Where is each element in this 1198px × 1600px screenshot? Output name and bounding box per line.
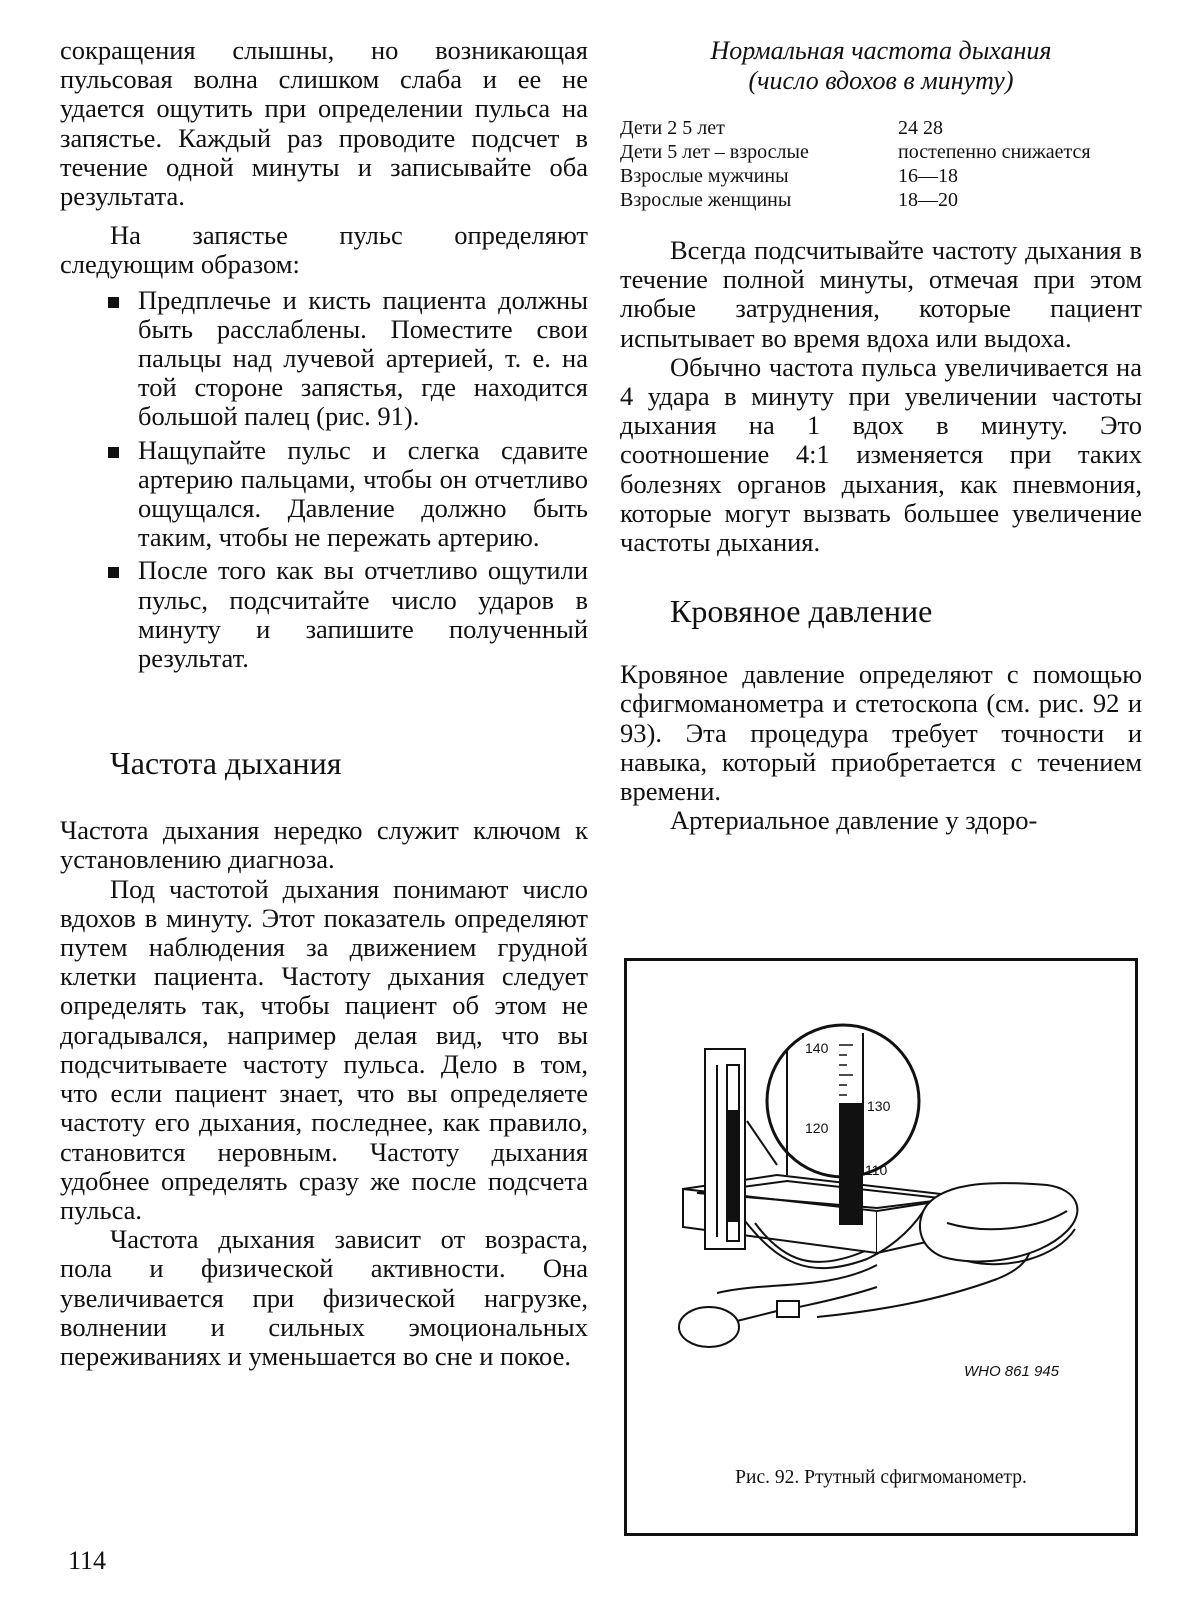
paragraph: Частота дыхания зависит от возраста, пола и физической активности. Она увеличивается при физической нагрузке, волнении и сильных эмоциональных переживаниях и уменьшается во сне и покое. [60, 1224, 588, 1371]
table-title-line: Нормальная частота дыхания [710, 36, 1052, 65]
paragraph: Обычно частота пульса увеличивается на 4 удара в минуту при увеличении частоты дыхания на 1 вдох в минуту. Это соотношение 4:1 изменяется при таких болезнях органов дыхания, как пневмония, которые могут вызвать большее увеличение частоты дыхания. [620, 351, 1142, 558]
scale-label: 110 [865, 1162, 888, 1178]
table-cell: 24 28 [898, 117, 943, 139]
bullet-list [60, 286, 588, 674]
paragraph: Кровяное давление определяют с помощью сфигмоманометра и стетоскопа (см. рис. 92 и 93). Эта процедура требует точности и навыка, который приобретается с течением времени. [620, 659, 1142, 807]
paragraph: Артериальное давление у здоро- [670, 805, 1038, 836]
paragraph: Под частотой дыхания понимают число вдохов в минуту. Этот показатель определяют путем наблюдения за движением грудной клетки пациента. Частоту дыхания следует определять так, чтобы пациент об этом не догадывался, например делая вид, что вы подсчитываете частоту пульса. Дело в том, что если пациент знает, что вы определяете частоту его дыхания, последнее, как правило, становится неровным. Частоту дыхания удобнее определять сразу же после подсчета пульса. [60, 873, 588, 1225]
right-column [620, 36, 1142, 835]
table-cell: Дети 5 лет – взрослые [620, 141, 809, 163]
figure-caption: Рис. 92. Ртутный сфигмоманометр. [735, 1467, 1027, 1488]
paragraph: Всегда подсчитывайте частоту дыхания в течение полной минуты, отмечая при этом любые затруднения, которые пациент испытывает во время вдоха или выдоха. [620, 235, 1142, 353]
table-cell: 18—20 [898, 189, 958, 211]
paragraph: сокращения слышны, но возникающая пульсовая волна слишком слаба и ее не удается ощутить при определении пульса на запястье. Каждый раз проводите подсчет в течение одной минуты и записывайте оба результата. [60, 35, 588, 212]
table-title [620, 36, 1142, 96]
paragraph: Частота дыхания нередко служит ключом к установлению диагноза. [60, 815, 588, 875]
breathing-rate-table [620, 116, 1091, 212]
list-item-text: После того как вы отчетливо ощутили пульс, подсчитайте число ударов в минуту и запишите полученный результат. [138, 555, 588, 674]
table-title-line: (число вдохов в минуту) [748, 66, 1014, 95]
table-cell: Взрослые мужчины [620, 165, 789, 187]
table-row [620, 188, 1091, 212]
bullet-icon [108, 567, 119, 578]
scale-label: 120 [805, 1120, 829, 1136]
table-cell: Взрослые женщины [620, 189, 792, 211]
list-item-text: Нащупайте пульс и слегка сдавите артерию пальцами, чтобы он отчетливо ощущался. Давление должно быть таким, чтобы не пережать артерию. [138, 434, 588, 553]
sphygmomanometer-illustration [627, 961, 1135, 1533]
list-item [60, 556, 588, 673]
list-item [60, 286, 588, 432]
figure-sphygmomanometer [624, 958, 1138, 1536]
table-cell: Дети 2 5 лет [620, 117, 725, 139]
list-item-text: Предплечье и кисть пациента должны быть расслаблены. Поместите свои пальцы над лучевой артерией, т. е. на той стороне запястья, где находится большой палец (рис. 91). [138, 284, 588, 432]
scale-label: 130 [867, 1098, 891, 1114]
table-row [620, 164, 1091, 188]
table-cell: постепенно снижается [898, 141, 1091, 163]
bullet-icon [108, 297, 119, 308]
page-number: 114 [68, 1546, 107, 1575]
table-row [620, 140, 1091, 164]
table-row [620, 116, 1091, 140]
table-cell: 16—18 [898, 165, 958, 187]
left-column [60, 36, 588, 1371]
list-item [60, 436, 588, 553]
who-code: WHO 861 945 [963, 1363, 1059, 1380]
bullet-icon [108, 447, 119, 458]
paragraph: На запястье пульс определяют следующим образом: [60, 220, 588, 280]
section-heading: Частота дыхания [110, 745, 342, 782]
section-heading: Кровяное давление [670, 593, 933, 630]
scale-label: 140 [805, 1040, 829, 1056]
